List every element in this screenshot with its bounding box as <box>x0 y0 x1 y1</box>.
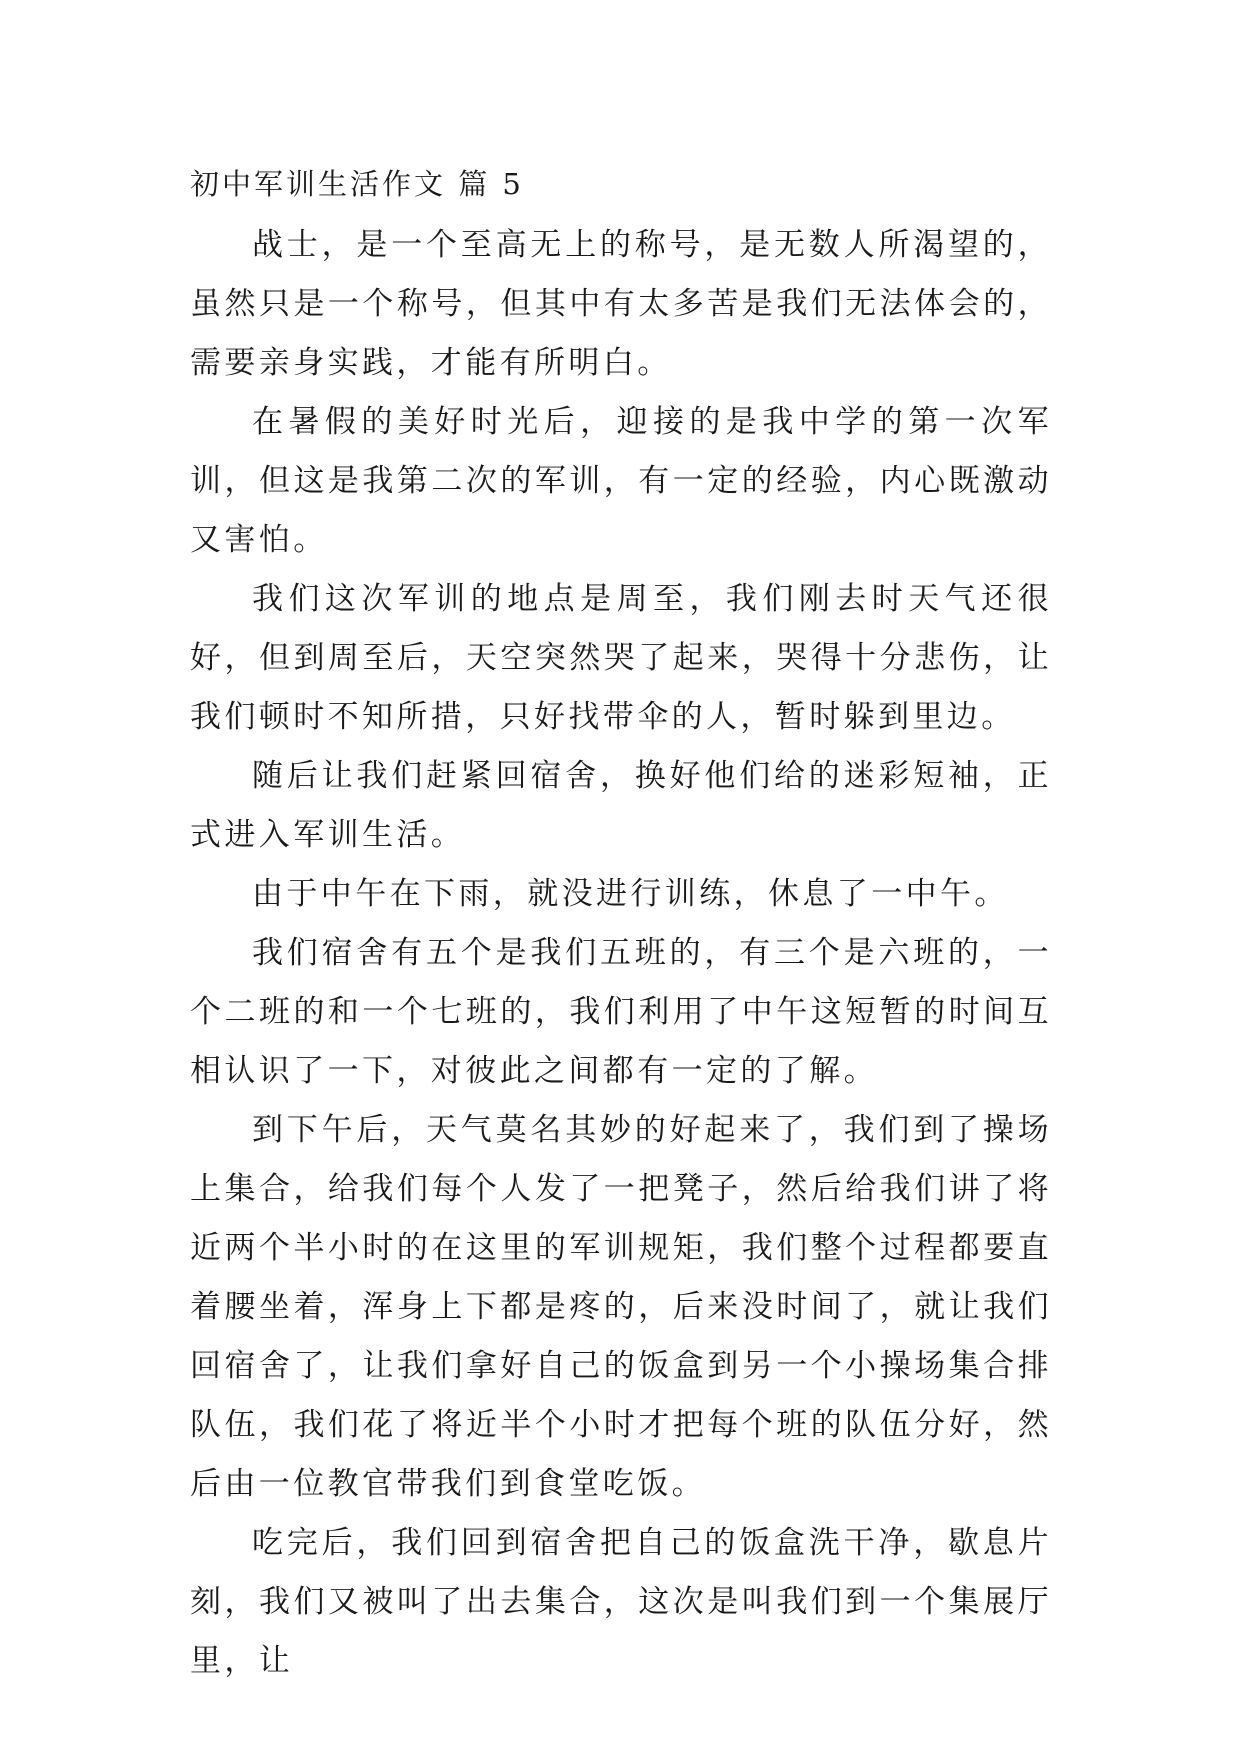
paragraph: 随后让我们赶紧回宿舍，换好他们给的迷彩短袖，正式进入军训生活。 <box>190 758 1052 853</box>
document-body <box>190 216 1052 1691</box>
paragraph: 战士，是一个至高无上的称号，是无数人所渴望的，虽然只是一个称号，但其中有太多苦是我们无法体会的，需要亲身实践，才能有所明白。 <box>190 227 1052 381</box>
paragraph: 到下午后，天气莫名其妙的好起来了，我们到了操场上集合，给我们每个人发了一把凳子，然后给我们讲了将近两个半小时的在这里的军训规矩，我们整个过程都要直着腰坐着，浑身上下都是疼的，后来没时间了，就让我们回宿舍了，让我们拿好自己的饭盒到另一个小操场集合排队伍，我们花了将近半个小时才把每个班的队伍分好，然后由一位教官带我们到食堂吃饭。 <box>190 1112 1052 1502</box>
paragraph: 由于中午在下雨，就没进行训练，休息了一中午。 <box>252 876 1009 912</box>
paragraph: 我们宿舍有五个是我们五班的，有三个是六班的，一个二班的和一个七班的，我们利用了中午这短暂的时间互相认识了一下，对彼此之间都有一定的了解。 <box>190 935 1052 1089</box>
paragraph: 我们这次军训的地点是周至，我们刚去时天气还很好，但到周至后，天空突然哭了起来，哭得十分悲伤，让我们顿时不知所措，只好找带伞的人，暂时躲到里边。 <box>190 581 1052 735</box>
paragraph: 在暑假的美好时光后，迎接的是我中学的第一次军训，但这是我第二次的军训，有一定的经验，内心既激动又害怕。 <box>190 404 1052 558</box>
paragraph: 吃完后，我们回到宿舍把自己的饭盒洗干净，歇息片刻，我们又被叫了出去集合，这次是叫我们到一个集展厅里，让 <box>190 1525 1052 1679</box>
document-title: 初中军训生活作文 篇 5 <box>190 167 524 201</box>
